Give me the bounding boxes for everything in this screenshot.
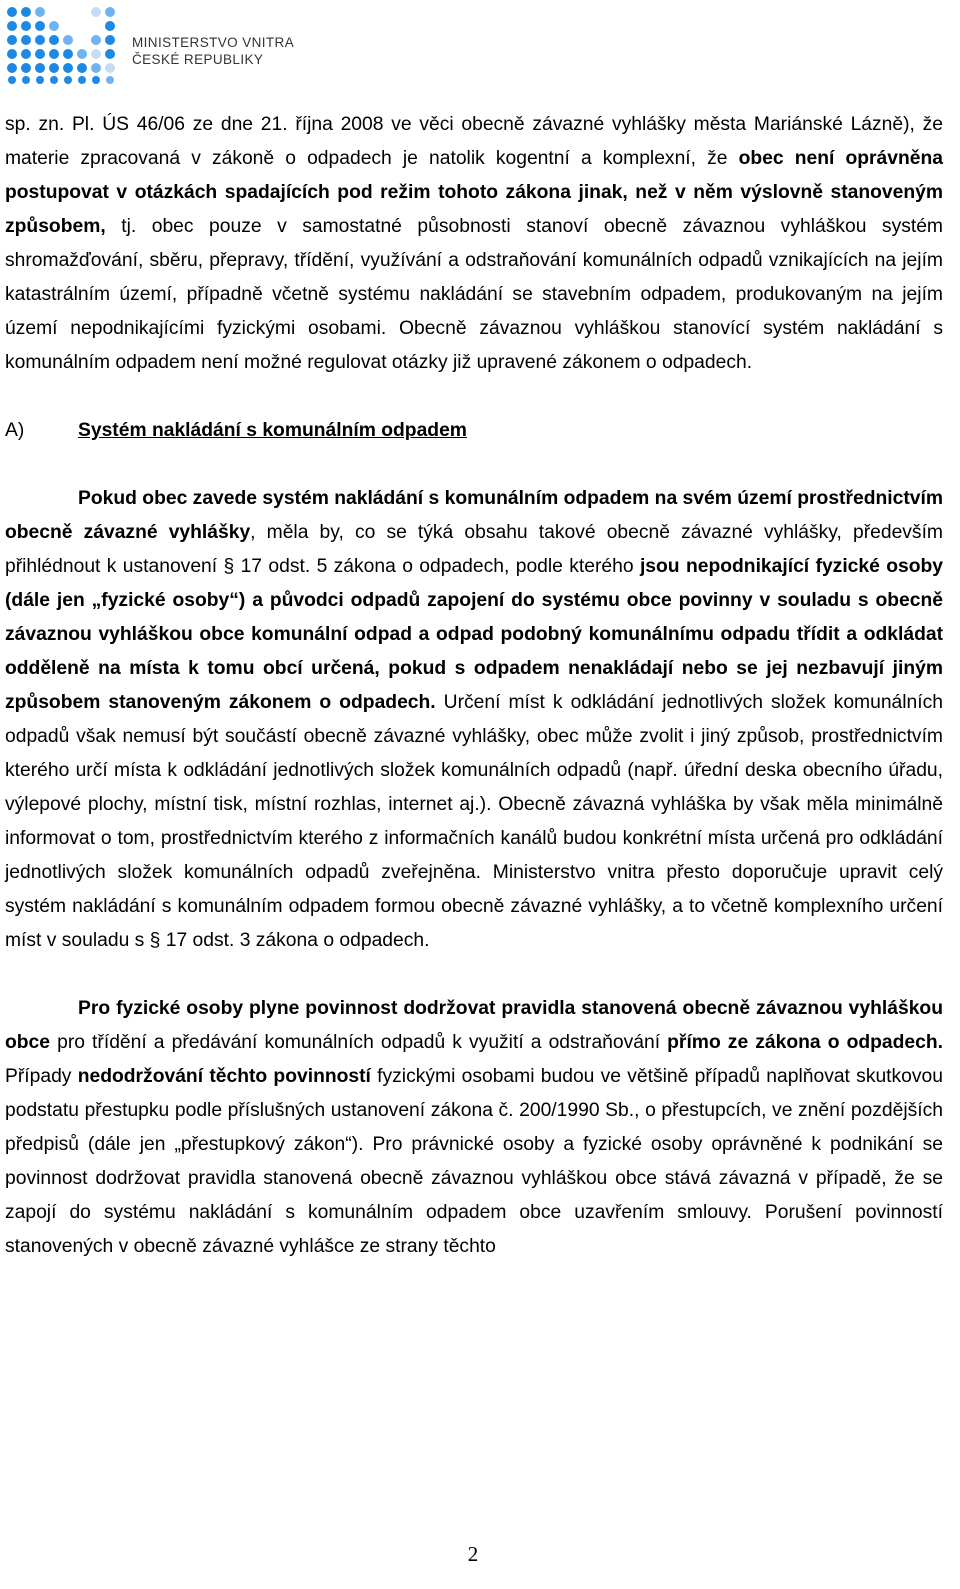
text-run: pro třídění a předávání komunálních odpadů k využití a odstraňování: [50, 1032, 668, 1053]
logo-dots-icon: [4, 2, 126, 86]
section-title: Systém nakládání s komunálním odpadem: [78, 420, 467, 441]
logo-line-1: MINISTERSTVO VNITRA: [132, 35, 295, 50]
bold-run: Pokud obec zavede systém nakládání s komunálním odpadem na svém území prostřednictvím obecně závazné vyhlášky: [5, 488, 943, 543]
section-letter: A): [5, 420, 25, 441]
paragraph-3: [5, 992, 943, 1264]
bold-run: jsou nepodnikající fyzické osoby (dále jen „fyzické osoby“) a původci odpadů zapojení do systému obce povinny v souladu s obecně závaznou vyhláškou obce komunální odpad a odpad podobný komunálnímu odpadu třídit a odkládat odděleně na místa k tomu obcí určená, pokud s odpadem nenakládají nebo se jej nezbavují jiným způsobem stanoveným zákonem o odpadech.: [5, 556, 943, 713]
bold-run: obec není oprávněna postupovat v otázkách spadajících pod režim tohoto zákona jinak, než v něm výslovně stanoveným způsobem,: [5, 148, 943, 237]
bold-run: nedodržování těchto povinností: [77, 1066, 371, 1087]
bold-run: Pro fyzické osoby plyne povinnost dodržovat pravidla stanovená obecně závaznou vyhláškou obce: [5, 998, 943, 1053]
logo-text: [132, 34, 294, 68]
paragraph-2: [5, 482, 943, 958]
text-run: tj. obec pouze v samostatné působnosti stanoví obecně závaznou vyhláškou systém shromažďování, sběru, přepravy, třídění, využívání a odstraňování komunálních odpadů vznikajících na jejím katastrálním území, případně včetně systému nakládání se stavebním odpadem, produkovaným na jejím území nepodnikajícími fyzickými osobami. Obecně závaznou vyhláškou stanovící systém nakládání s komunálním odpadem není možné regulovat otázky již upravené zákonem o odpadech.: [5, 216, 943, 373]
text-run: sp. zn. Pl. ÚS 46/06 ze dne 21. října 2008 ve věci obecně závazné vyhlášky města Mariánské Lázně), že materie zpracovaná v zákoně o odpadech je natolik kogentní a komplexní, že: [5, 114, 943, 169]
logo-line-2: ČESKÉ REPUBLIKY: [132, 52, 264, 67]
bold-run: přímo ze zákona o odpadech.: [667, 1032, 943, 1053]
text-run: Případy: [5, 1066, 78, 1087]
text-run: fyzickými osobami budou ve většině případů naplňovat skutkovou podstatu přestupku podle příslušných ustanovení zákona č. 200/1990 Sb., o přestupcích, ve znění pozdějších předpisů (dále jen „přestupkový zákon“). Pro právnické osoby a fyzické osoby oprávněné k podnikání se povinnost dodržovat pravidla stanovená obecně závaznou vyhláškou obce stává závazná v případě, že se zapojí do systému nakládání s komunálním odpadem obce uzavřením smlouvy. Porušení povinností stanovených v obecně závazné vyhlášce ze strany těchto: [5, 1066, 943, 1257]
ministry-logo: [4, 2, 304, 86]
paragraph-1: [5, 108, 943, 380]
section-heading: [5, 414, 943, 448]
document-body: [5, 108, 943, 1264]
page-number: 2: [467, 1542, 479, 1566]
text-run: Určení míst k odkládání jednotlivých složek komunálních odpadů však nemusí být součástí obecně závazné vyhlášky, obec může zvolit i jiný způsob, prostřednictvím kterého určí místa k odkládání jednotlivých složek komunálních odpadů (např. úřední deska obecního úřadu, výlepové plochy, místní tisk, místní rozhlas, internet aj.). Obecně závazná vyhláška by však měla minimálně informovat o tom, prostřednictvím kterého z informačních kanálů budou konkrétní místa určená pro odkládání jednotlivých složek komunálních odpadů zveřejněna. Ministerstvo vnitra přesto doporučuje upravit celý systém nakládání s komunálním odpadem formou obecně závazné vyhlášky, a to včetně komplexního určení míst v souladu s § 17 odst. 3 zákona o odpadech.: [5, 692, 943, 951]
text-run: , měla by, co se týká obsahu takové obecně závazné vyhlášky, především přihlédnout k ustanovení § 17 odst. 5 zákona o odpadech, podle kterého: [5, 522, 943, 577]
